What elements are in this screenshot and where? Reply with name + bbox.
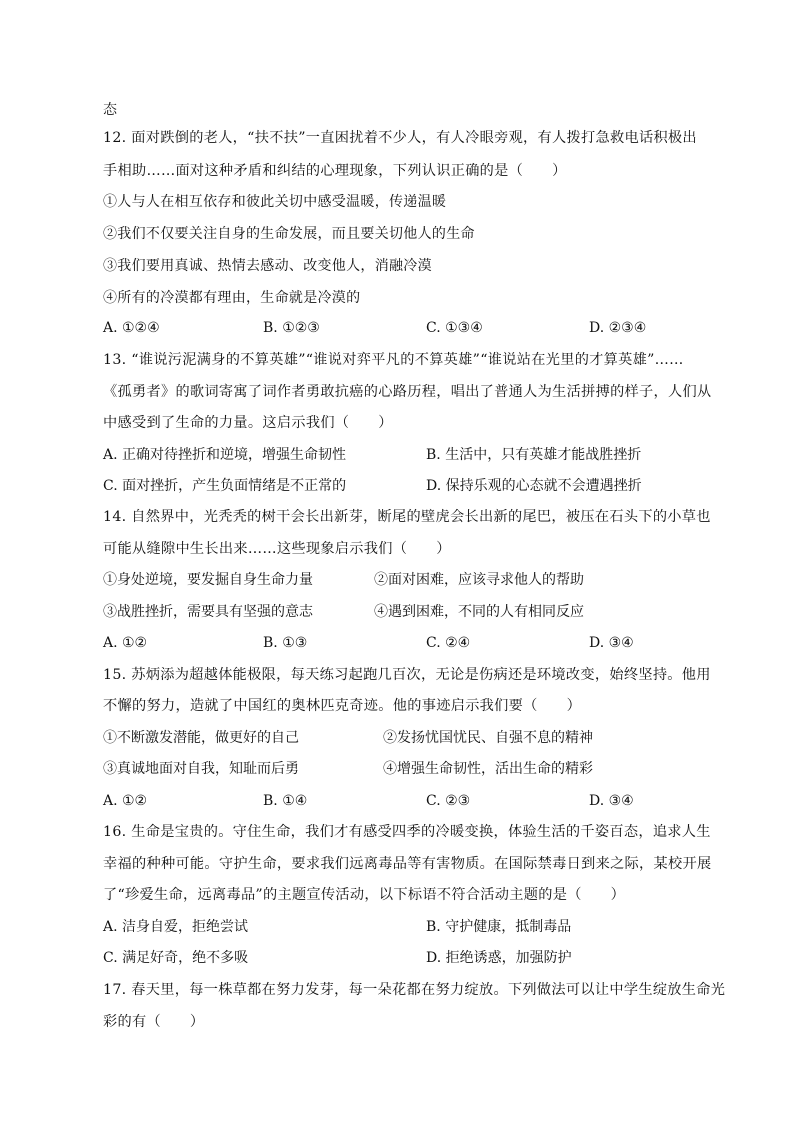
q15-stem-line2: 不懈的努力，造就了中国红的奥林匹克奇迹。他的事迹启示我们要（ ） (103, 698, 582, 714)
continuation-line: 态 (103, 102, 118, 118)
q12-option-d: D. ②③④ (589, 320, 647, 336)
q14-stem-line1: 14. 自然界中，光秃秃的树干会长出新芽，断尾的壁虎会长出新的尾巴，被压在石头下的小草也 (103, 509, 711, 525)
q12-statement-2: ②我们不仅要关注自身的生命发展，而且要关切他人的生命 (103, 226, 475, 242)
q13-option-d: D. 保持乐观的心态就不会遭遇挫折 (426, 478, 642, 494)
q14-option-a: A. ①② (103, 635, 148, 651)
q14-stem-line2: 可能从缝隙中生长出来……这些现象启示我们（ ） (103, 541, 451, 557)
q17-stem-line2: 彩的有（ ） (103, 1014, 205, 1030)
q17-stem-line1: 17. 春天里，每一株草都在努力发芽，每一朵花都在努力绽放。下列做法可以让中学生绽放生命光 (103, 982, 726, 998)
q14-statement-4: ④遇到困难，不同的人有相同反应 (374, 604, 584, 620)
q16-option-d: D. 拒绝诱惑，加强防护 (426, 950, 572, 966)
q15-stem-line1: 15. 苏炳添为超越体能极限，每天练习起跑几百次，无论是伤病还是环境改变，始终坚持。他用 (103, 667, 711, 683)
q14-option-b: B. ①③ (263, 635, 308, 651)
q13-option-a: A. 正确对待挫折和逆境，增强生命韧性 (103, 447, 347, 463)
q13-option-b: B. 生活中，只有英雄才能战胜挫折 (426, 447, 642, 463)
q15-statement-4: ④增强生命韧性，活出生命的精彩 (383, 761, 593, 777)
q16-stem-line3: 了“珍爱生命，远离毒品”的主题宣传活动，以下标语不符合活动主题的是（ ） (103, 887, 626, 903)
q15-option-a: A. ①② (103, 793, 148, 809)
q12-statement-1: ①人与人在相互依存和彼此关切中感受温暖，传递温暖 (103, 194, 447, 210)
q13-stem-line2: 《孤勇者》的歌词寄寓了词作者勇敢抗癌的心路历程，唱出了普通人为生活拼搏的样子，人们从 (103, 384, 712, 400)
q15-option-c: C. ②③ (426, 793, 471, 809)
q13-option-c: C. 面对挫折，产生负面情绪是不正常的 (103, 478, 347, 494)
q14-statement-1: ①身处逆境，要发掘自身生命力量 (103, 572, 313, 588)
q14-option-c: C. ②④ (426, 635, 471, 651)
q13-stem-line3: 中感受到了生命的力量。这启示我们（ ） (103, 415, 393, 431)
q12-option-c: C. ①③④ (426, 320, 483, 336)
q15-statement-2: ②发扬忧国忧民、自强不息的精神 (383, 730, 593, 746)
q14-statement-2: ②面对困难，应该寻求他人的帮助 (374, 572, 584, 588)
q16-stem-line1: 16. 生命是宝贵的。守住生命，我们才有感受四季的冷暖变换，体验生活的千姿百态，追求人生 (103, 824, 711, 840)
q14-statement-3: ③战胜挫折，需要具有坚强的意志 (103, 604, 313, 620)
q15-option-d: D. ③④ (589, 793, 634, 809)
q12-option-b: B. ①②③ (263, 320, 320, 336)
q14-option-d: D. ③④ (589, 635, 634, 651)
q12-statement-4: ④所有的冷漠都有理由，生命就是冷漠的 (103, 290, 361, 306)
q16-stem-line2: 幸福的种种可能。守护生命，要求我们远离毒品等有害物质。在国际禁毒日到来之际，某校开展 (103, 856, 712, 872)
q15-statement-3: ③真诚地面对自我，知耻而后勇 (103, 761, 299, 777)
q13-stem-line1: 13. “谁说污泥满身的不算英雄”“谁说对弈平凡的不算英雄”“谁说站在光里的才算英雄”…… (103, 352, 684, 368)
q15-statement-1: ①不断激发潜能，做更好的自己 (103, 730, 299, 746)
q16-option-a: A. 洁身自爱，拒绝尝试 (103, 919, 249, 935)
q12-option-a: A. ①②④ (103, 320, 160, 336)
q12-stem-line1: 12. 面对跌倒的老人，“扶不扶”一直困扰着不少人，有人冷眼旁观，有人拨打急救电话积极出 (103, 130, 697, 146)
q16-option-b: B. 守护健康，抵制毒品 (426, 919, 572, 935)
q12-stem-line2: 手相助……面对这种矛盾和纠结的心理现象，下列认识正确的是（ ） (103, 163, 567, 179)
q12-statement-3: ③我们要用真诚、热情去感动、改变他人，消融冷漠 (103, 258, 432, 274)
q16-option-c: C. 满足好奇，绝不多吸 (103, 950, 249, 966)
q15-option-b: B. ①④ (263, 793, 308, 809)
